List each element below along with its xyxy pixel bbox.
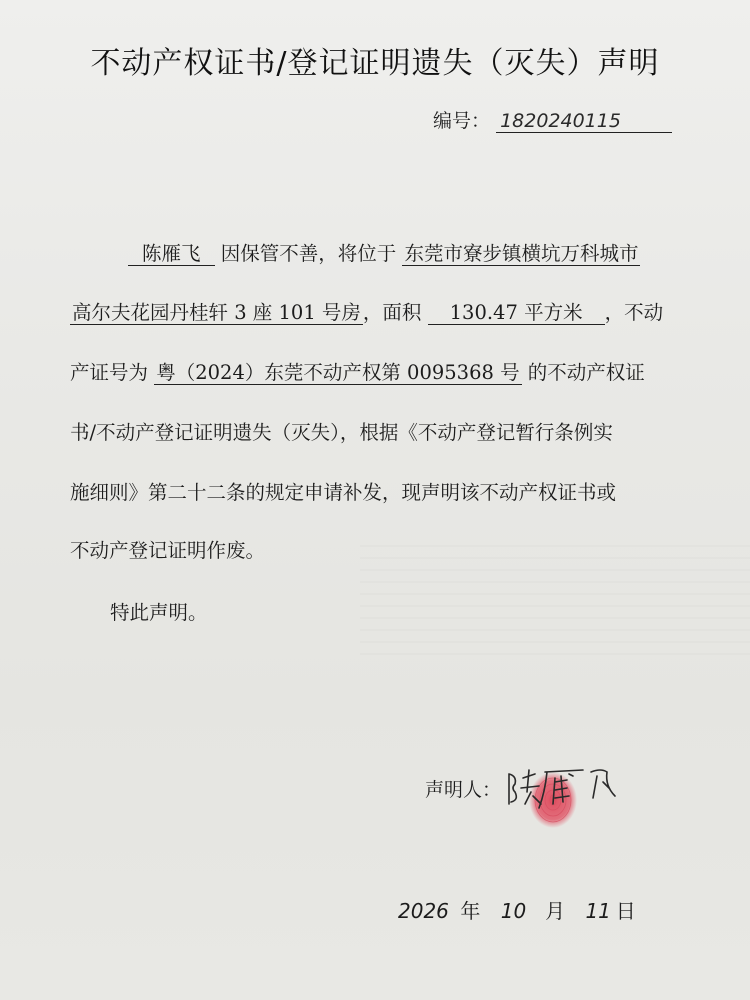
area-value: 130.47 平方米 (428, 301, 605, 325)
number-label: 编号： (433, 110, 491, 132)
body-line-1 (128, 238, 640, 266)
document-number-row (433, 106, 672, 133)
date-year-unit: 年 (460, 899, 481, 923)
date-month: 10 (500, 899, 527, 923)
body-line-2 (70, 297, 663, 325)
document-title: 不动产权证书/登记证明遗失（灭失）声明 (90, 46, 660, 81)
body-text-4: 的不动产权证 (527, 361, 645, 384)
signature-with-fingerprint (505, 752, 625, 832)
body-line-4: 书/不动产登记证明遗失（灭失），根据《不动产登记暂行条例实 (70, 421, 613, 444)
body-text-2: ，不动 (604, 301, 664, 324)
number-value: 1820240115 (496, 110, 672, 133)
address-part-1: 东莞市寮步镇横坑万科城市 (404, 242, 639, 265)
body-text-1: 因保管不善，将位于 (220, 242, 397, 265)
address-part-2: 高尔夫花园丹桂轩 3 座 101 号房 (72, 301, 361, 324)
body-line-3 (70, 357, 645, 385)
closing-text: 特此声明。 (110, 601, 208, 624)
certificate-number: 粤（2024）东莞不动产权第 0095368 号 (156, 361, 520, 384)
bleed-through-texture (360, 535, 750, 655)
date-day: 11 (585, 899, 611, 923)
date-row (398, 895, 636, 924)
body-line-5: 施细则》第二十二条的规定申请补发，现声明该不动产权证书或 (70, 481, 617, 504)
date-year: 2026 (398, 899, 449, 923)
body-line-6: 不动产登记证明作废。 (70, 539, 266, 562)
date-month-unit: 月 (545, 899, 566, 923)
area-label: ，面积 (362, 301, 422, 324)
date-day-unit: 日 (615, 899, 636, 923)
declarant-label: 声明人： (425, 779, 502, 801)
body-text-3: 产证号为 (70, 361, 149, 384)
applicant-name: 陈雁飞 (128, 242, 215, 266)
